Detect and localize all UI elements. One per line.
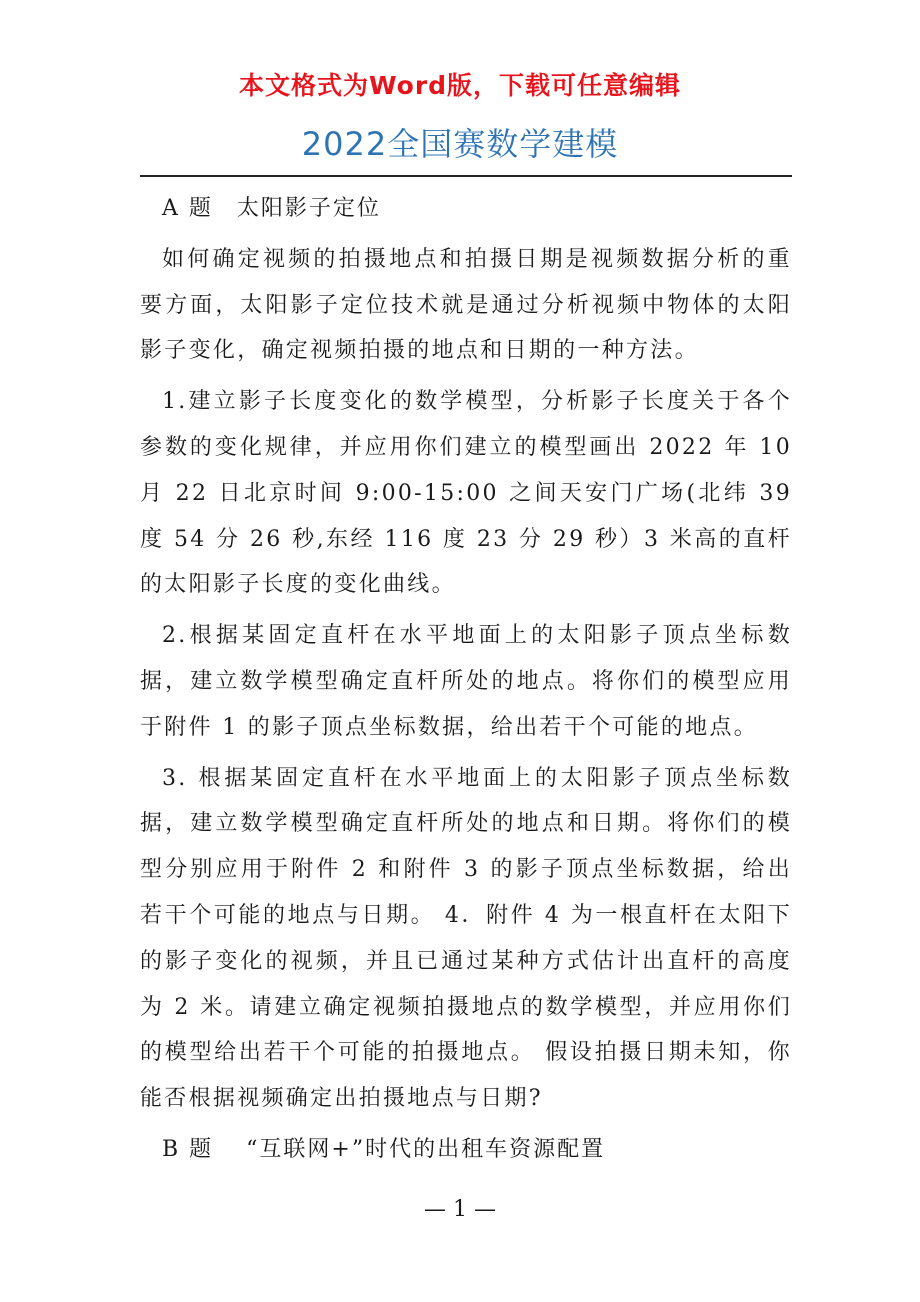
problem-b-heading: B 题 “互联网+”时代的出租车资源配置 bbox=[162, 1136, 606, 1162]
document-body bbox=[140, 186, 792, 1178]
problem-a-intro-paragraph: 如何确定视频的拍摄地点和拍摄日期是视频数据分析的重要方面，太阳影子定位技术就是通过分析视频中物体的太阳影子变化，确定视频拍摄的地点和日期的一种方法。 bbox=[140, 246, 792, 364]
task-1-paragraph: 1.建立影子长度变化的数学模型，分析影子长度关于各个参数的变化规律，并应用你们建立的模型画出 2022 年 10 月 22 日北京时间 9:00-15:00 之间天安门广场(北纬 39 度 54 分 26 秒,东经 116 度 23 分 29 秒）3 米高的直杆的太阳影子长度的变化曲线。 bbox=[140, 389, 792, 598]
task-3-4-paragraph: 3. 根据某固定直杆在水平地面上的太阳影子顶点坐标数据，建立数学模型确定直杆所处的地点和日期。将你们的模型分别应用于附件 2 和附件 3 的影子顶点坐标数据，给出若干个可能的地点与日期。 4．附件 4 为一根直杆在太阳下的影子变化的视频，并且已通过某种方式估计出直杆的高度为 2 米。请建立确定视频拍摄地点的数学模型，并应用你们的模型给出若干个可能的拍摄地点。 假设拍摄日期未知，你能否根据视频确定出拍摄地点与日期? bbox=[140, 765, 792, 1112]
page-number: — 1 — bbox=[424, 1197, 496, 1222]
task-2-paragraph: 2.根据某固定直杆在水平地面上的太阳影子顶点坐标数据，建立数学模型确定直杆所处的地点。将你们的模型应用于附件 1 的影子顶点坐标数据，给出若干个可能的地点。 bbox=[140, 623, 792, 740]
problem-a-heading: A 题 太阳影子定位 bbox=[162, 196, 381, 221]
document-title: 2022全国赛数学建模 bbox=[301, 125, 619, 163]
format-notice-banner: 本文格式为Word版，下载可任意编辑 bbox=[238, 71, 682, 100]
title-divider bbox=[140, 175, 792, 177]
